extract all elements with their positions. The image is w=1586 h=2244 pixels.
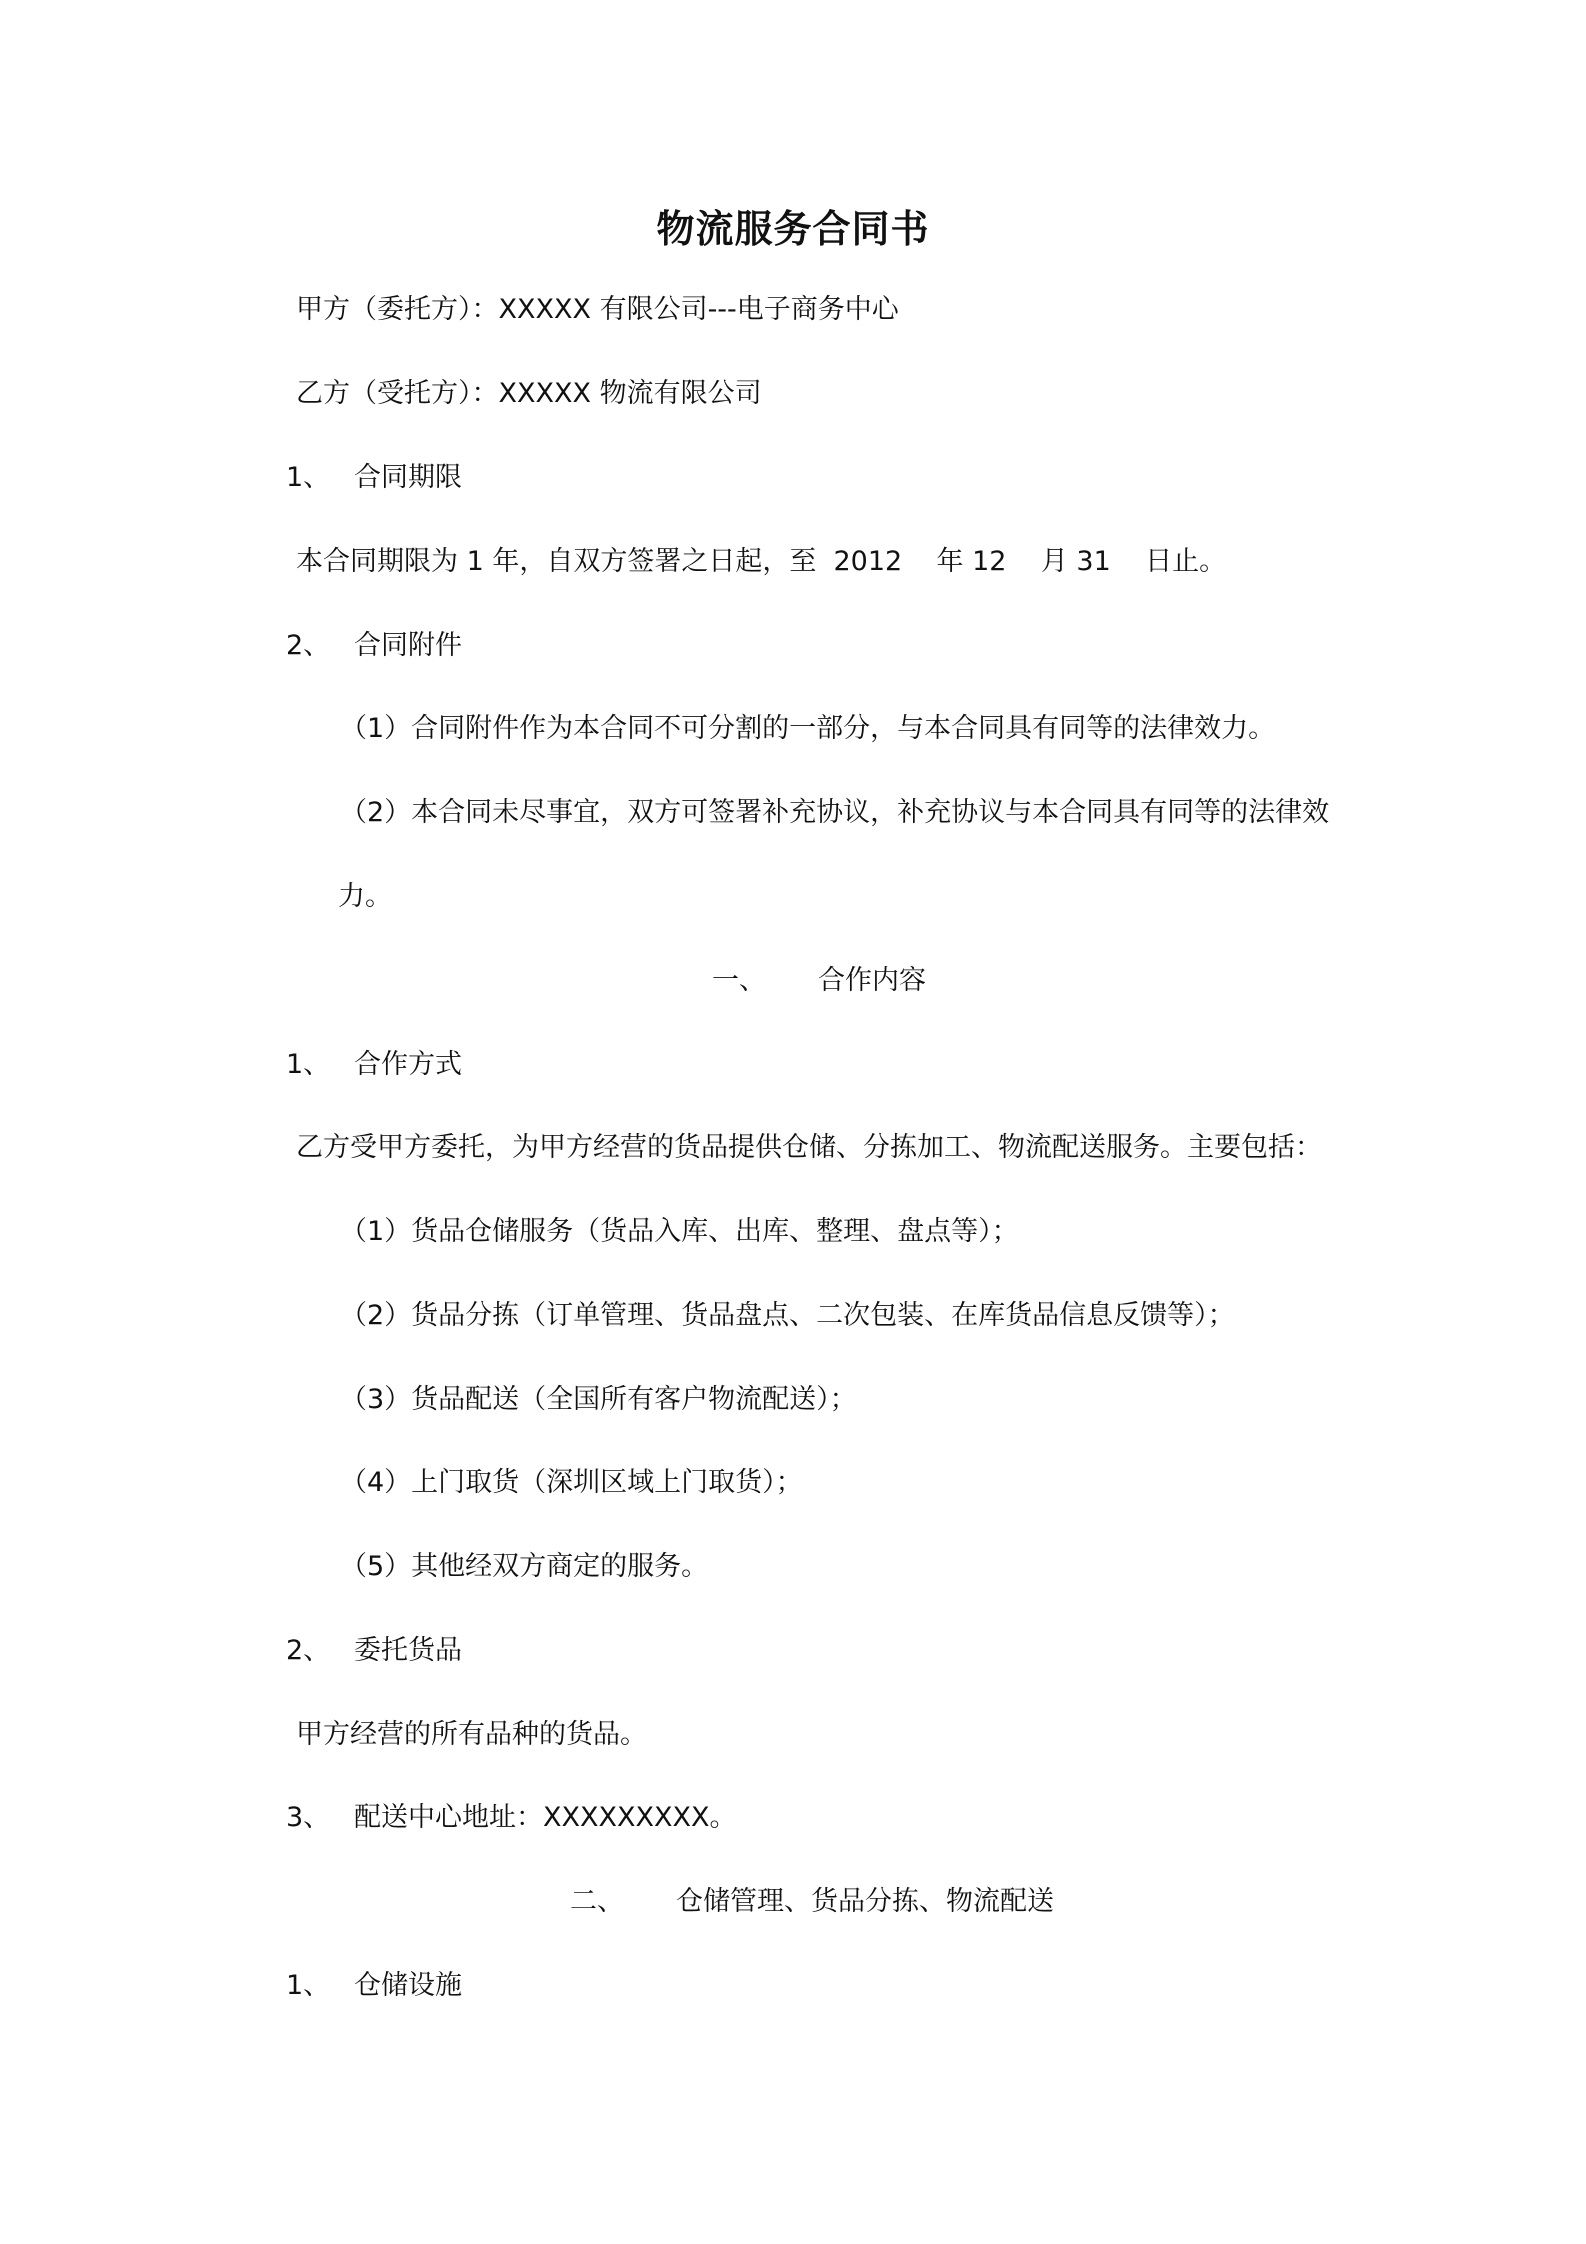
heading-number: 1、 xyxy=(286,1970,331,2001)
service-item: （2）货品分拣（订单管理、货品盘点、二次包装、在库货品信息反馈等）； xyxy=(340,1300,1235,1331)
party-a: 甲方（委托方）：XXXXX 有限公司---电子商务中心 xyxy=(296,294,899,325)
heading-text: 仓储设施 xyxy=(354,1970,462,2001)
heading-contract-term xyxy=(286,458,462,498)
service-item: （5）其他经双方商定的服务。 xyxy=(340,1551,709,1582)
contract-term-text: 本合同期限为 1 年，自双方签署之日起，至 2012 年 12 月 31 日止。 xyxy=(296,546,1227,577)
heading-entrusted-goods xyxy=(286,1631,462,1671)
heading-number: 2、 xyxy=(286,630,331,661)
service-item: （1）货品仓储服务（货品入库、出库、整理、盘点等）； xyxy=(340,1216,1019,1247)
attachment-clause-2-continued: 力。 xyxy=(338,881,392,912)
service-item: （4）上门取货（深圳区域上门取货）； xyxy=(340,1467,803,1498)
heading-text: 合作方式 xyxy=(354,1049,462,1080)
document-title: 物流服务合同书 xyxy=(656,207,930,251)
section-heading-warehouse xyxy=(570,1882,1054,1922)
attachment-clause-1: （1）合同附件作为本合同不可分割的一部分，与本合同具有同等的法律效力。 xyxy=(340,713,1276,744)
section-title: 合作内容 xyxy=(818,965,926,996)
heading-text: 配送中心地址：XXXXXXXXX。 xyxy=(354,1802,737,1833)
section-heading-cooperation xyxy=(712,961,926,1001)
heading-distribution-address xyxy=(286,1798,736,1838)
heading-number: 1、 xyxy=(286,1049,331,1080)
entrusted-goods-text: 甲方经营的所有品种的货品。 xyxy=(296,1719,647,1750)
heading-warehouse-facilities xyxy=(286,1966,462,2006)
heading-number: 3、 xyxy=(286,1802,331,1833)
heading-text: 合同附件 xyxy=(354,630,462,661)
party-b: 乙方（受托方）：XXXXX 物流有限公司 xyxy=(296,378,762,409)
heading-cooperation-mode xyxy=(286,1045,462,1085)
heading-number: 1、 xyxy=(286,462,331,493)
attachment-clause-2: （2）本合同未尽事宜，双方可签署补充协议，补充协议与本合同具有同等的法律效 xyxy=(340,797,1330,828)
heading-contract-attachments xyxy=(286,626,462,666)
section-number: 二、 xyxy=(570,1886,624,1917)
section-number: 一、 xyxy=(712,965,766,996)
heading-text: 合同期限 xyxy=(354,462,462,493)
section-title: 仓储管理、货品分拣、物流配送 xyxy=(676,1886,1054,1917)
heading-number: 2、 xyxy=(286,1635,331,1666)
service-item: （3）货品配送（全国所有客户物流配送）； xyxy=(340,1384,857,1415)
cooperation-intro: 乙方受甲方委托，为甲方经营的货品提供仓储、分拣加工、物流配送服务。主要包括： xyxy=(296,1132,1322,1163)
heading-text: 委托货品 xyxy=(354,1635,462,1666)
